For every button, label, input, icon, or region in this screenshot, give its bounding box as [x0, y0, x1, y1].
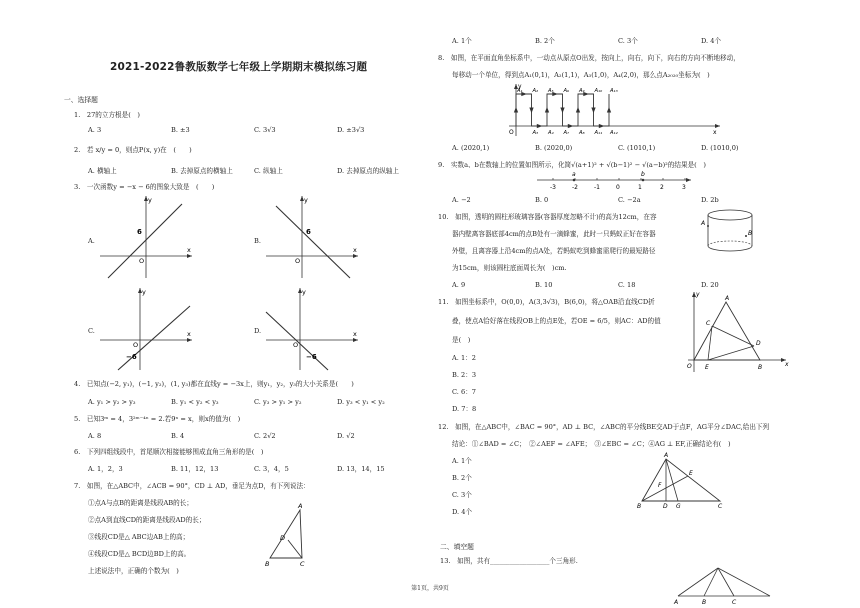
point-label: A [725, 295, 730, 302]
option-a[interactable]: A. 8 [88, 432, 102, 440]
q9-tick-label: 0 [616, 184, 620, 191]
q8-point-label: A₂ [532, 88, 539, 94]
q8-figure [505, 82, 725, 138]
q3-option-b-label[interactable]: B. [254, 237, 261, 245]
option-c[interactable]: C. y₃ > y₁ > y₂ [254, 398, 302, 406]
x-axis-label: x [187, 246, 191, 254]
q7-figure [262, 502, 322, 568]
question-9: 9. 实数a、b在数轴上的位置如图所示，化简√(a+1)² + √(b−1)² − √(a−b)²的结果是( ) [438, 161, 706, 169]
question-13: 13. 如图，共有__________________个三角形. [440, 557, 578, 565]
q8-point-label: A₁₂ [610, 130, 618, 136]
point-label: C [300, 560, 305, 568]
intercept-label: 6 [306, 228, 311, 236]
option-b[interactable]: B. y₁ < y₂ < y₃ [171, 398, 219, 406]
point-label: A [674, 599, 679, 606]
option-d[interactable]: D. √2 [337, 432, 355, 440]
point-label: A [701, 220, 706, 227]
q9-number-line [535, 170, 695, 194]
option-d[interactable]: D. (1010,0) [701, 144, 739, 152]
point-a-label: a [572, 171, 576, 178]
option-d[interactable]: D. 4个 [701, 37, 722, 45]
q7-statement-1: ①点A与点B的距离是线段AB的长； [88, 499, 193, 507]
point-label: D [663, 503, 668, 510]
option-c[interactable]: C. 2√2 [254, 432, 276, 440]
option-d[interactable]: D. 13，14，15 [337, 465, 385, 473]
option-b[interactable]: B. (2020,0) [535, 144, 573, 152]
option-d[interactable]: D. 去掉原点的纵轴上 [337, 167, 399, 175]
option-d[interactable]: D. 4个 [452, 508, 473, 516]
page-footer: 第1页，共9页 [411, 585, 449, 592]
point-label: D [280, 534, 286, 542]
option-d[interactable]: D. y₃ < y₁ < y₂ [337, 398, 385, 406]
option-b[interactable]: B. 11，12，13 [171, 465, 219, 473]
option-a[interactable]: A. 1，2，3 [88, 465, 123, 473]
origin-label: O [293, 341, 299, 349]
q8-point-label: A₄ [548, 130, 554, 136]
origin-label: O [139, 257, 145, 265]
option-a[interactable]: A. 1个 [452, 37, 472, 45]
point-label: B [637, 503, 642, 510]
point-label: D [756, 340, 761, 347]
q7-statement-2: ②点A到直线CD的距离是线段AD的长； [88, 516, 206, 524]
option-c[interactable]: C. 纵轴上 [254, 167, 283, 175]
q7-statement-4: ④线段CD是△ BCD边BD上的高。 [88, 550, 191, 558]
intercept-label: −6 [306, 353, 317, 361]
y-axis-label: y [696, 291, 700, 298]
option-a[interactable]: A. −2 [452, 196, 471, 204]
q8-point-label: A₇ [563, 130, 570, 136]
q8-arrowhead [568, 125, 572, 128]
y-axis-label: y [304, 196, 308, 204]
q9-tick-label: 2 [660, 184, 664, 191]
option-c[interactable]: C. 3个 [452, 491, 472, 499]
y-axis-label: y [142, 288, 146, 296]
section-heading-fill: 二、填空题 [440, 543, 474, 551]
question-12: 12. 如图，在△ABC中，∠BAC = 90°，AD ⊥ BC，∠ABC的平分线BE交AD于点F，AG平分∠DAC,给出下列 [438, 423, 770, 431]
q9-tick-label: -2 [572, 184, 578, 191]
point-label: A [664, 452, 669, 459]
q9-tick-label: 3 [682, 184, 686, 191]
point-label: E [705, 364, 709, 371]
intercept-label: −6 [126, 353, 137, 361]
question-7: 7. 如图，在△ABC中，∠ACB = 90°，CD ⊥ AD，垂足为点D，有下列说法： [74, 482, 310, 490]
point-label: C [718, 503, 723, 510]
q8-point-label: A₃ [532, 130, 539, 136]
question-10: 10. 如图，透明的圆柱形玻璃容器(容器厚度忽略不计)的高为12cm，在容 [438, 213, 657, 221]
q11-figure [682, 290, 792, 374]
question-2: 2. 若 x/y = 0，则点P(x, y)在 ( ) [74, 146, 192, 154]
option-c[interactable]: C. 3√3 [254, 126, 276, 134]
x-axis-label: x [785, 361, 789, 368]
q3-option-d-label[interactable]: D. [254, 327, 262, 335]
option-d[interactable]: D. 20 [701, 281, 719, 289]
question-10-cont: 器内壁离容器底部4cm的点B处有一滴蜂蜜，此时一只蚂蚁正好在容器 [452, 230, 656, 238]
question-11-cont: 叠，使点A恰好落在线段OB上的点E处，若OE = 6/5，则AC：AD的值 [452, 317, 661, 325]
option-a[interactable]: A. 3 [88, 126, 102, 134]
x-axis-label: x [187, 330, 191, 338]
q3-graph-d [262, 286, 362, 372]
option-a[interactable]: A. 9 [452, 281, 466, 289]
q9-tick-label: 1 [638, 184, 642, 191]
x-axis-label: x [353, 246, 357, 254]
option-a[interactable]: A. 1：2 [452, 354, 476, 362]
question-8-cont: 每移动一个单位，得到点A₁(0,1)，A₂(1,1)，A₃(1,0)，A₄(2,0)，那么点A₂₀₂₀坐标为( ) [452, 71, 710, 79]
point-label: B [265, 560, 270, 568]
point-label: E [689, 470, 693, 477]
origin-label: O [509, 129, 514, 136]
option-c[interactable]: C. 18 [618, 281, 636, 289]
option-b[interactable]: B. 2：3 [452, 371, 477, 379]
q10-cylinder-figure [700, 206, 764, 256]
option-b[interactable]: B. 4 [171, 432, 185, 440]
option-c[interactable]: C. 3个 [618, 37, 638, 45]
q8-point-label: A₅ [548, 88, 554, 94]
q8-point-label: A₁ [517, 88, 523, 94]
option-c[interactable]: C. (1010,1) [618, 144, 656, 152]
option-c[interactable]: C. −2a [618, 196, 641, 204]
question-11-cont: 是( ) [452, 336, 471, 344]
q3-graph-c [96, 286, 196, 372]
q9-tick-label: -1 [594, 184, 600, 191]
option-c[interactable]: C. 3，4，5 [254, 465, 289, 473]
option-b[interactable]: B. 10 [535, 281, 553, 289]
y-axis-label: y [302, 288, 306, 296]
q8-point-label: A₁₃ [610, 88, 618, 94]
option-a[interactable]: A. (2020,1) [452, 144, 490, 152]
question-10-cont: 外壁，且离容器上沿4cm的点A处，若蚂蚁吃到蜂蜜需爬行的最短路径 [452, 247, 656, 255]
y-axis-label: y [148, 196, 152, 204]
question-5: 5. 已知3ᵐ = 4，3²ᵐ⁻⁴ⁿ = 2.若9ⁿ = x，则x的值为( ) [74, 415, 241, 423]
point-label: F [658, 482, 662, 489]
q13-figure [674, 566, 774, 606]
option-d[interactable]: D. 7：8 [452, 405, 477, 413]
point-label: G [676, 503, 681, 510]
option-b[interactable]: B. 2个 [535, 37, 555, 45]
option-b[interactable]: B. 去掉原点的横轴上 [171, 167, 233, 175]
q8-arrowhead [599, 125, 603, 128]
point-label: A [298, 502, 303, 510]
origin-label: O [295, 257, 301, 265]
point-b-label: b [641, 171, 645, 178]
option-b[interactable]: B. 0 [535, 196, 549, 204]
question-1: 1. 27的立方根是( ) [74, 111, 140, 119]
q8-point-label: A₆ [563, 88, 570, 94]
option-d[interactable]: D. 2b [701, 196, 719, 204]
q8-arrowhead [608, 108, 611, 112]
point-label: C [732, 599, 737, 606]
y-axis-label: y [518, 83, 522, 90]
question-6: 6. 下列四组线段中，首尾顺次相接能够围成直角三角形的是( ) [74, 448, 264, 456]
q8-arrowhead [515, 108, 518, 112]
section-heading-choice: 一、选择题 [64, 96, 98, 104]
q8-point-label: A₈ [579, 130, 585, 136]
q8-arrowhead [577, 108, 580, 112]
q7-statement-3: ③线段CD是△ ABC边AB上的高； [88, 533, 190, 541]
q8-arrowhead [537, 125, 541, 128]
question-12-cont: 结论：①∠BAD = ∠C； ②∠AEF = ∠AFE； ③∠EBC = ∠C；④AG ⊥ EF,正确结论有( ) [452, 440, 731, 448]
option-d[interactable]: D. ±3√3 [337, 126, 365, 134]
question-11: 11. 如图坐标系中，O(0,0)，A(3,3√3)，B(6,0)，将△OAB沿直线CD折 [438, 298, 655, 306]
q3-graph-a [96, 194, 196, 280]
option-a[interactable]: A. y₁ > y₂ > y₃ [88, 398, 136, 406]
page-title: 2021-2022鲁教版数学七年级上学期期末模拟练习题 [110, 61, 368, 73]
option-a[interactable]: A. 横轴上 [88, 167, 117, 175]
question-4: 4. 已知点(−2, y₁)，(−1, y₂)，(1, y₃)都在直线y = −3x上，则y₁，y₂，y₃的大小关系是( ) [74, 380, 354, 388]
q8-arrowhead [546, 108, 549, 112]
q8-point-label: A₉ [579, 88, 585, 94]
point-label: B [748, 230, 753, 237]
q8-arrowhead [530, 108, 533, 112]
q3-graph-b [262, 194, 362, 280]
origin-label: O [133, 341, 139, 349]
option-b[interactable]: B. ±3 [171, 126, 190, 134]
x-axis-label: x [713, 129, 717, 136]
q8-arrowhead [592, 108, 595, 112]
q3-option-c-label[interactable]: C. [88, 327, 95, 335]
question-10-cont: 为15cm，则该圆柱底面周长为( )cm. [452, 264, 567, 272]
q8-arrowhead [561, 108, 564, 112]
q12-figure [636, 453, 728, 511]
question-8: 8. 如图，在平面直角坐标系中，一动点从原点O出发，按向上，向右，向下，向右的方向不断地移动， [438, 54, 740, 62]
q8-point-label: A₁₀ [594, 88, 603, 94]
x-axis-label: x [353, 330, 357, 338]
q3-option-a-label[interactable]: A. [88, 237, 95, 245]
question-3: 3. 一次函数y = −x − 6的图象大致是 ( ) [74, 183, 215, 191]
q7-prompt: 上述说法中，正确的个数为( ) [88, 567, 179, 575]
point-label: B [702, 599, 707, 606]
option-b[interactable]: B. 2个 [452, 474, 472, 482]
q9-tick-label: -3 [550, 184, 556, 191]
origin-label: O [687, 363, 692, 370]
point-label: C [706, 320, 711, 327]
q8-point-label: A₁₁ [594, 130, 603, 136]
option-a[interactable]: A. 1个 [452, 457, 472, 465]
point-label: B [758, 364, 763, 371]
option-c[interactable]: C. 6：7 [452, 388, 476, 396]
intercept-label: 6 [137, 228, 142, 236]
